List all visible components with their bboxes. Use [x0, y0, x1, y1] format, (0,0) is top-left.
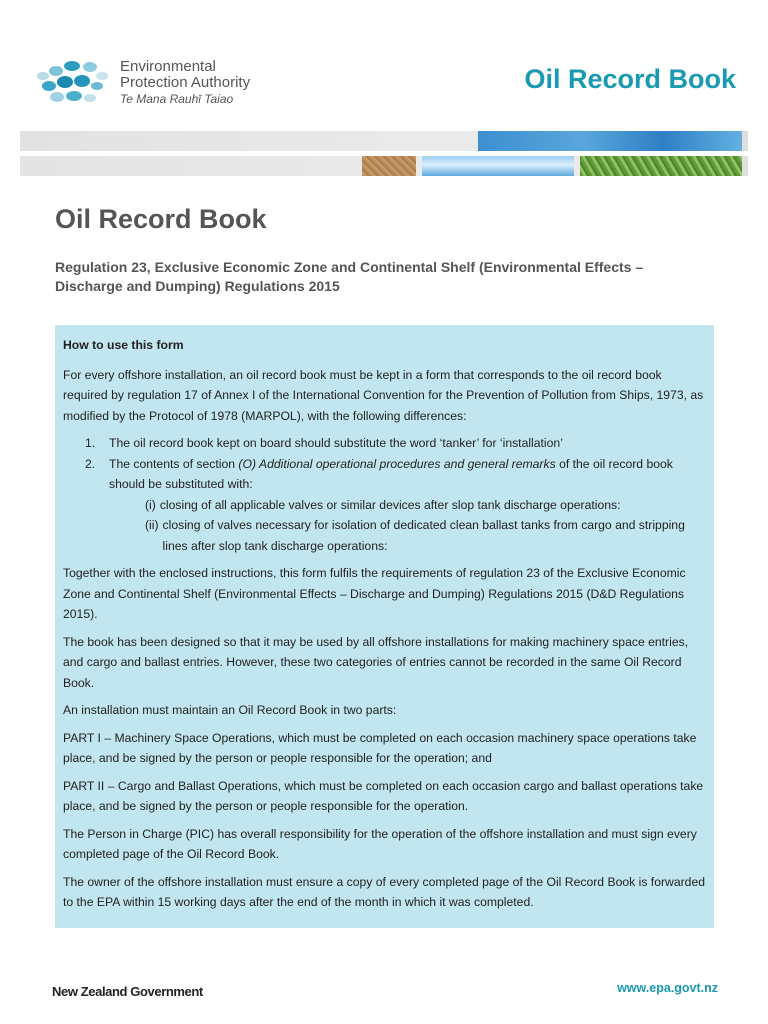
list-item: [63, 454, 706, 495]
list-item-text: [109, 454, 706, 495]
list-item-text-after: of the oil record book should be substituted with:: [109, 456, 673, 491]
org-name-line1: Environmental: [120, 58, 216, 75]
sand-photo-strip: [362, 156, 416, 176]
page-title: Oil Record Book: [55, 204, 267, 234]
org-maori-name: Te Mana Rauhī Taiao: [120, 92, 234, 106]
intro-paragraph: For every offshore installation, an oil record book must be kept in a form that corresponds to the oil record book required by regulation 17 of Annex I of the International Convention for the Prevention of Pollution from Ships, 1973, as modified by the Protocol of 1978 (MARPOL), with the following differences:: [63, 367, 704, 423]
list-item-text-before: The contents of section: [109, 456, 239, 471]
header-title: Oil Record Book: [524, 64, 736, 94]
nz-government-logo: New Zealand Government: [52, 984, 203, 999]
differences-list: [63, 433, 706, 556]
epa-logo: [34, 56, 284, 112]
sublist-item: [63, 515, 706, 556]
sky-photo-strip: [478, 131, 742, 151]
how-to-use-box: [55, 325, 714, 928]
part-one-paragraph: PART I – Machinery Space Operations, which must be completed on each occasion machinery space operations take place, and be signed by the person or people responsible for the operation; and: [63, 730, 697, 765]
sublist-item-text: closing of all applicable valves or similar devices after slop tank discharge operations:: [159, 497, 621, 512]
pic-paragraph: The Person in Charge (PIC) has overall responsibility for the operation of the offshore installation and must sign every completed page of the Oil Record Book.: [63, 826, 697, 861]
list-marker: 2.: [85, 456, 96, 471]
sublist-item-text: closing of valves necessary for isolation of dedicated clean ballast tanks from cargo and stripping lines after slop tank discharge operations:: [162, 518, 685, 553]
clouds-photo-strip: [422, 156, 574, 176]
sublist-marker: (i): [145, 497, 156, 512]
sublist-item: [63, 495, 706, 516]
box-heading: How to use this form: [63, 338, 184, 352]
epa-website-link[interactable]: www.epa.govt.nz: [617, 981, 718, 995]
usage-paragraph: The book has been designed so that it may be used by all offshore installations for making machinery space entries, and cargo and ballast entries. However, these two categories of entries cannot be recorded in the same Oil Record Book.: [63, 634, 689, 690]
part-two-paragraph: PART II – Cargo and Ballast Operations, which must be completed on each occasion cargo and ballast operations take place, and be signed by the person or people responsible for the operation.: [63, 778, 704, 813]
org-name-line2: Protection Authority: [120, 74, 251, 91]
fern-photo-strip: [580, 156, 742, 176]
list-marker: 1.: [85, 436, 96, 450]
two-parts-paragraph: An installation must maintain an Oil Record Book in two parts:: [63, 703, 397, 717]
regulation-subtitle: Regulation 23, Exclusive Economic Zone and Continental Shelf (Environmental Effects – Discharge and Dumping) Regulations 2015: [55, 259, 644, 294]
list-item: [63, 433, 706, 454]
sublist-marker: (ii): [145, 518, 159, 532]
section-name-italic: (O) Additional operational procedures and general remarks: [238, 456, 556, 471]
instructions-paragraph: Together with the enclosed instructions, this form fulfils the requirements of regulation 23 of the Exclusive Economic Zone and Continental Shelf (Environmental Effects – Discharge and Dumping) Regulations 2015 (D&D Regulations 2015).: [63, 566, 686, 621]
list-item-text: The oil record book kept on board should substitute the word ‘tanker’ for ‘installation’: [109, 436, 563, 450]
owner-paragraph: The owner of the offshore installation must ensure a copy of every completed page of the Oil Record Book is forwarded to the EPA within 15 working days after the end of the month in which it was completed.: [63, 874, 705, 909]
epa-logo-icon: [34, 58, 110, 108]
